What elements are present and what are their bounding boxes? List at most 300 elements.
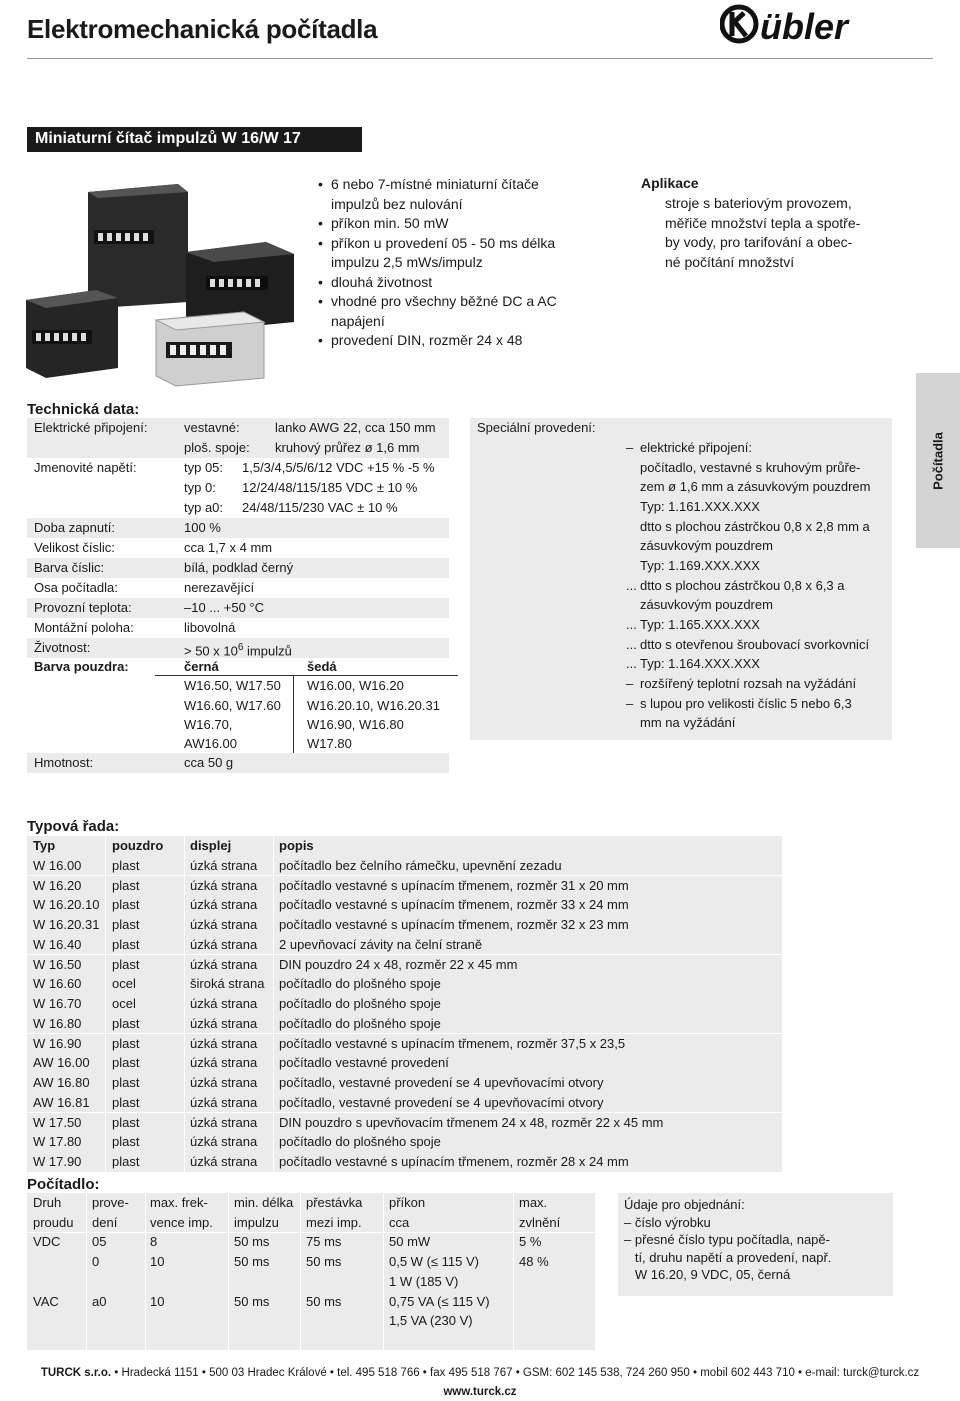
spec-value: 100 % <box>184 520 221 535</box>
series-header-cell: pouzdro <box>112 838 164 853</box>
spec-key: typ a0: <box>184 500 224 515</box>
case-grey-heading: šedá <box>307 659 337 674</box>
column-separator <box>105 974 106 994</box>
column-separator <box>184 935 185 955</box>
series-cell: W 16.50 <box>33 956 82 972</box>
series-cell: W 16.00 <box>33 857 82 873</box>
case-black-item: W16.60, W17.60 <box>184 698 281 713</box>
series-cell: ocel <box>112 976 136 992</box>
series-cell: úzká strana <box>190 1075 258 1090</box>
spec-label: Hmotnost: <box>34 755 94 770</box>
series-cell: plast <box>112 1055 140 1071</box>
series-cell: úzká strana <box>190 1055 258 1071</box>
series-cell: W 17.50 <box>33 1114 82 1130</box>
column-separator <box>273 1014 274 1034</box>
spec-row <box>27 753 449 773</box>
column-separator <box>105 1113 106 1133</box>
column-separator <box>105 1132 106 1152</box>
case-row <box>27 696 449 716</box>
counter-cell: 50 ms <box>306 1293 342 1309</box>
counter-cell: 1 W (185 V) <box>389 1273 459 1289</box>
special-text: Typ: 1.161.XXX.XXX <box>640 499 760 514</box>
spec-key: ploš. spoje: <box>184 440 250 455</box>
spec-key: typ 05: <box>184 460 224 475</box>
spec-label: Provozní teplota: <box>34 600 132 615</box>
column-separator <box>105 836 106 856</box>
series-cell: AW 16.80 <box>33 1075 90 1090</box>
special-lead: ... <box>626 578 637 593</box>
column-separator <box>105 876 106 896</box>
spec-value: cca 50 g <box>184 755 234 770</box>
spec-label: Barva pouzdra: <box>34 659 129 674</box>
column-separator <box>184 876 185 896</box>
life-suffix: impulzů <box>243 643 292 659</box>
series-cell: AW 16.00 <box>33 1055 90 1071</box>
series-row <box>27 1132 782 1152</box>
svg-text:übler: übler <box>760 6 849 46</box>
series-cell: úzká strana <box>190 857 258 873</box>
series-cell: úzká strana <box>190 1035 258 1051</box>
spec-row <box>27 538 449 558</box>
column-separator <box>105 1152 106 1172</box>
series-header-cell: Typ <box>33 838 56 853</box>
applications-line: né počítání množství <box>665 253 795 270</box>
series-cell: široká strana <box>190 976 265 992</box>
series-row <box>27 895 782 915</box>
column-separator <box>228 1193 229 1350</box>
series-row <box>27 1053 782 1073</box>
order-info <box>618 1193 893 1296</box>
special-text: zásuvkovým pouzdrem <box>640 538 773 553</box>
column-separator <box>513 1193 514 1350</box>
feature-item: • provedení DIN, rozměr 24 x 48 <box>315 331 615 351</box>
series-cell: počítadlo, vestavné provedení se 4 upevňovacími otvory <box>279 1075 604 1090</box>
spec-row <box>27 638 449 658</box>
series-cell: plast <box>112 1134 140 1150</box>
counter-header-cell: mezi imp. <box>306 1214 362 1230</box>
applications-line: by vody, pro tarifování a obec- <box>665 234 853 250</box>
column-separator <box>273 1152 274 1172</box>
spec-value: cca 1,7 x 4 mm <box>184 540 273 555</box>
column-separator <box>184 836 185 856</box>
series-cell: počítadlo vestavné s upínacím třmenem, rozměr 37,5 x 23,5 <box>279 1035 626 1051</box>
page-title: Elektromechanická počítadla <box>27 14 378 44</box>
series-cell: W 16.20.10 <box>33 897 100 913</box>
series-cell: plast <box>112 1015 140 1031</box>
feature-item-cont: impulzu 2,5 mWs/impulz <box>331 254 483 270</box>
column-separator <box>184 955 185 975</box>
series-cell: počítadlo, vestavné provedení se 4 upevňovacími otvory <box>279 1094 604 1110</box>
series-row <box>27 955 782 975</box>
series-cell: plast <box>112 956 140 972</box>
series-title: Typová řada: <box>27 818 120 835</box>
spec-row <box>27 438 449 458</box>
series-cell: W 16.90 <box>33 1035 82 1051</box>
technical-data-title: Technická data: <box>27 401 140 418</box>
column-separator <box>273 935 274 955</box>
special-lead: ... <box>626 637 637 652</box>
counter-cell: 50 ms <box>306 1254 342 1270</box>
series-cell: úzká strana <box>190 936 258 952</box>
series-row <box>27 1113 782 1133</box>
order-line: W 16.20, 9 VDC, 05, černá <box>624 1267 791 1282</box>
spec-row <box>27 478 449 498</box>
applications-line: stroje s bateriovým provozem, <box>665 195 852 211</box>
series-cell: W 17.80 <box>33 1134 82 1150</box>
series-cell: počítadlo vestavné s upínacím třmenem, rozměr 31 x 20 mm <box>279 877 629 893</box>
column-separator <box>273 1093 274 1113</box>
column-separator <box>184 1113 185 1133</box>
series-header-cell: popis <box>279 838 314 853</box>
series-cell: počítadlo vestavné s upínacím třmenem, rozměr 33 x 24 mm <box>279 897 629 913</box>
series-cell: W 16.40 <box>33 936 82 952</box>
case-grey-item: W16.20.10, W16.20.31 <box>307 698 440 713</box>
special-lead: – <box>626 696 634 711</box>
spec-value: 24/48/115/230 VAC ± 10 % <box>242 500 398 515</box>
case-black-item: AW16.00 <box>184 736 237 751</box>
spec-value: nerezavějící <box>184 580 255 595</box>
series-cell: W 16.20 <box>33 877 82 893</box>
counter-header-cell: impulzu <box>234 1214 279 1230</box>
spec-label: Doba zapnutí: <box>34 520 115 535</box>
counter-cell: 8 <box>150 1234 158 1250</box>
column-separator <box>273 876 274 896</box>
counter-header-cell: Druh <box>33 1195 62 1210</box>
series-row <box>27 1014 782 1034</box>
feature-item: • 6 nebo 7-místné miniaturní čítače <box>315 175 615 195</box>
column-separator <box>184 1073 185 1093</box>
special-text: rozšířený teplotní rozsah na vyžádání <box>640 676 857 691</box>
spec-label: Jmenovité napětí: <box>34 460 137 475</box>
counter-cell: 50 mW <box>389 1234 431 1250</box>
series-cell: ocel <box>112 996 136 1011</box>
column-separator <box>184 994 185 1014</box>
counter-header-row <box>27 1213 595 1233</box>
series-cell: plast <box>112 877 140 893</box>
spec-label: Montážní poloha: <box>34 620 134 635</box>
column-separator <box>273 1053 274 1073</box>
spec-row <box>27 458 449 478</box>
counter-cell: 50 ms <box>234 1234 270 1250</box>
series-header-row <box>27 836 782 856</box>
series-row <box>27 1152 782 1172</box>
series-row <box>27 935 782 955</box>
case-row <box>27 715 449 735</box>
counter-cell: 0 <box>92 1254 100 1270</box>
header-rule <box>27 58 933 59</box>
counter-cell: 50 ms <box>234 1293 270 1309</box>
special-text: elektrické připojení: <box>640 440 752 455</box>
order-title: Údaje pro objednání: <box>624 1197 745 1212</box>
column-separator <box>184 1152 185 1172</box>
counter-cell: 1,5 VA (230 V) <box>389 1313 473 1329</box>
column-separator <box>105 895 106 915</box>
case-row <box>27 734 449 754</box>
counter-header-cell: max. <box>519 1195 548 1210</box>
footer-contact <box>0 1367 960 1379</box>
series-cell: počítadlo bez čelního rámečku, upevnění zezadu <box>279 857 562 873</box>
spec-row <box>27 418 449 438</box>
case-grey-item: W16.90, W16.80 <box>307 717 404 732</box>
series-cell: AW 16.81 <box>33 1094 90 1110</box>
counter-header-cell: příkon <box>389 1195 426 1210</box>
counter-cell: 48 % <box>519 1254 549 1270</box>
special-body <box>470 438 892 740</box>
applications-text <box>665 194 905 272</box>
case-row <box>27 676 449 696</box>
series-cell: počítadlo do plošného spoje <box>279 1015 441 1031</box>
special-text: Typ: 1.169.XXX.XXX <box>640 558 760 573</box>
series-cell: W 17.90 <box>33 1154 82 1169</box>
column-separator <box>184 915 185 935</box>
feature-item-cont: napájení <box>331 312 385 329</box>
series-cell: 2 upevňovací závity na čelní straně <box>279 936 483 952</box>
series-cell: plast <box>112 1094 140 1110</box>
counter-cell: 5 % <box>519 1234 542 1250</box>
counter-cell: 50 ms <box>234 1254 270 1270</box>
column-separator <box>273 895 274 915</box>
series-cell: úzká strana <box>190 1154 258 1169</box>
column-separator <box>184 1132 185 1152</box>
series-cell: úzká strana <box>190 996 258 1011</box>
feature-item-cont: impulzů bez nulování <box>331 195 463 212</box>
series-cell: W 16.20.31 <box>33 917 100 932</box>
counter-cell: 75 ms <box>306 1234 342 1250</box>
counter-cell: 0,5 W (≤ 115 V) <box>389 1254 479 1270</box>
footer-url[interactable]: www.turck.cz <box>443 1386 517 1398</box>
special-text: mm na vyžádání <box>640 715 736 730</box>
series-cell: plast <box>112 1154 140 1169</box>
spec-row <box>27 498 449 518</box>
series-cell: DIN pouzdro 24 x 48, rozměr 22 x 45 mm <box>279 956 518 972</box>
life-prefix: > 50 x 10 <box>184 643 238 659</box>
column-separator <box>105 1093 106 1113</box>
spec-value: libovolná <box>184 620 236 635</box>
series-row <box>27 1034 782 1054</box>
feature-item: • dlouhá životnost <box>315 273 615 293</box>
counter-row <box>27 1292 595 1312</box>
product-photo <box>26 172 306 392</box>
column-separator <box>105 1053 106 1073</box>
counter-row <box>27 1272 595 1292</box>
order-line: tí, druhu napětí a provedení, např. <box>624 1249 832 1265</box>
column-separator <box>105 915 106 935</box>
series-cell: W 16.60 <box>33 976 82 992</box>
series-cell: počítadlo vestavné provedení <box>279 1055 449 1071</box>
feature-item: • příkon u provedení 05 - 50 ms délka <box>315 234 615 254</box>
special-text: zem ø 1,6 mm a zásuvkovým pouzdrem <box>640 479 871 494</box>
counter-header-cell: vence imp. <box>150 1214 213 1230</box>
column-separator <box>105 935 106 955</box>
counter-header-cell: přestávka <box>306 1195 363 1210</box>
header-separator <box>27 1232 595 1233</box>
spec-label: Osa počítadla: <box>34 580 118 595</box>
series-cell: úzká strana <box>190 1114 258 1130</box>
spec-label: Elektrické připojení: <box>34 420 148 435</box>
special-lead: – <box>626 440 634 455</box>
case-black-item: W16.70, <box>184 717 233 732</box>
column-separator <box>105 1034 106 1054</box>
kubler-logo <box>720 2 892 46</box>
spec-row <box>27 618 449 638</box>
column-separator <box>300 1193 301 1350</box>
series-cell: počítadlo do plošného spoje <box>279 976 441 992</box>
column-separator <box>273 1132 274 1152</box>
series-row <box>27 974 782 994</box>
counter-header-cell: prove- <box>92 1195 129 1210</box>
section-title: Miniaturní čítač impulzů W 16/W 17 <box>27 127 362 152</box>
counter-cell: 05 <box>92 1234 107 1250</box>
series-cell: úzká strana <box>190 1015 258 1031</box>
counter-header-cell: max. frek- <box>150 1195 208 1210</box>
column-separator <box>184 1053 185 1073</box>
applications-line: měřiče množství tepla a spotře- <box>665 214 861 231</box>
column-separator <box>273 1073 274 1093</box>
special-text: Typ: 1.164.XXX.XXX <box>640 656 760 671</box>
counter-cell: VAC <box>33 1293 59 1309</box>
series-cell: W 16.80 <box>33 1015 82 1031</box>
case-black-item: W16.50, W17.50 <box>184 678 281 693</box>
series-cell: plast <box>112 897 140 913</box>
series-cell: plast <box>112 1035 140 1051</box>
spec-key: typ 0: <box>184 480 216 495</box>
column-separator <box>273 994 274 1014</box>
spec-label: Životnost: <box>34 640 91 655</box>
column-separator <box>86 1193 87 1350</box>
series-cell: úzká strana <box>190 1094 258 1110</box>
column-separator <box>184 1034 185 1054</box>
series-cell: počítadlo do plošného spoje <box>279 996 441 1011</box>
series-row <box>27 856 782 876</box>
spec-label: Velikost číslic: <box>34 540 115 555</box>
special-lead: – <box>626 676 634 691</box>
side-tab-label: Počítadla <box>930 431 946 490</box>
series-cell: úzká strana <box>190 956 258 972</box>
column-separator <box>184 974 185 994</box>
life-exp: 6 <box>237 642 244 653</box>
column-separator <box>105 856 106 876</box>
spec-value: 1,5/3/4,5/5/6/12 VDC +15 % -5 % <box>242 460 435 475</box>
counter-cell: 10 <box>150 1254 165 1270</box>
special-text: zásuvkovým pouzdrem <box>640 597 773 612</box>
case-grey-item: W17.80 <box>307 736 352 751</box>
series-row <box>27 1093 782 1113</box>
special-title: Speciální provedení: <box>470 418 892 438</box>
series-cell: W 16.70 <box>33 996 82 1011</box>
order-line: – přesné číslo typu počítadla, napě- <box>624 1232 830 1247</box>
special-text: Typ: 1.165.XXX.XXX <box>640 617 760 632</box>
column-separator <box>105 955 106 975</box>
series-cell: plast <box>112 936 140 952</box>
counter-row <box>27 1311 595 1331</box>
spec-value: 12/24/48/115/185 VDC ± 10 % <box>242 480 418 495</box>
feature-item: • příkon min. 50 mW <box>315 214 615 234</box>
applications-title: Aplikace <box>641 175 699 191</box>
spec-row <box>27 598 449 618</box>
special-text: s lupou pro velikosti číslic 5 nebo 6,3 <box>640 696 852 711</box>
counter-cell: a0 <box>92 1293 107 1309</box>
series-header-cell: displej <box>190 838 232 853</box>
column-separator <box>184 856 185 876</box>
side-tab <box>916 373 960 548</box>
case-grey-item: W16.00, W16.20 <box>307 678 404 693</box>
column-separator <box>105 1073 106 1093</box>
spec-value: bílá, podklad černý <box>184 560 294 575</box>
spec-row <box>27 518 449 538</box>
spec-value: lanko AWG 22, cca 150 mm <box>275 420 436 435</box>
series-cell: plast <box>112 857 140 873</box>
counter-cell: 0,75 VA (≤ 115 V) <box>389 1293 490 1309</box>
series-row <box>27 915 782 935</box>
column-separator <box>184 1014 185 1034</box>
column-separator <box>273 1034 274 1054</box>
series-cell: úzká strana <box>190 917 258 932</box>
special-text: dtto s plochou zástrčkou 0,8 x 6,3 a <box>640 578 845 593</box>
counter-header-cell: dení <box>92 1214 118 1230</box>
column-separator <box>105 1014 106 1034</box>
spec-row <box>27 578 449 598</box>
counter-cell: VDC <box>33 1234 61 1250</box>
series-cell: počítadlo vestavné s upínacím třmenem, rozměr 32 x 23 mm <box>279 917 629 932</box>
counter-header-cell: proudu <box>33 1214 74 1230</box>
order-line: – číslo výrobku <box>624 1214 711 1230</box>
special-lead: ... <box>626 656 637 671</box>
column-separator <box>273 856 274 876</box>
series-cell: plast <box>112 1114 140 1130</box>
series-cell: úzká strana <box>190 877 258 893</box>
feature-item: • vhodné pro všechny běžné DC a AC <box>315 292 615 312</box>
series-cell: počítadlo do plošného spoje <box>279 1134 441 1150</box>
column-separator <box>273 836 274 856</box>
column-separator <box>145 1193 146 1350</box>
column-separator <box>273 915 274 935</box>
column-separator <box>383 1193 384 1350</box>
series-row <box>27 1073 782 1093</box>
spec-row <box>27 657 449 677</box>
column-separator <box>184 895 185 915</box>
column-separator <box>184 1093 185 1113</box>
special-text: dtto s plochou zástrčkou 0,8 x 2,8 mm a <box>640 519 870 534</box>
counter-cell: 10 <box>150 1293 165 1309</box>
counter-header-row <box>27 1193 595 1213</box>
counter-row <box>27 1232 595 1252</box>
column-separator <box>273 974 274 994</box>
special-text: dtto s otevřenou šroubovací svorkovnicí <box>640 637 870 652</box>
spec-value: –10 ... +50 °C <box>184 600 264 615</box>
series-cell: počítadlo vestavné s upínacím třmenem, rozměr 28 x 24 mm <box>279 1154 629 1169</box>
special-text: počítadlo, vestavné s kruhovým průře- <box>640 460 861 475</box>
series-cell: DIN pouzdro s upevňovacím třmenem 24 x 48, rozměr 22 x 45 mm <box>279 1114 664 1130</box>
series-row <box>27 876 782 896</box>
case-black-heading: černá <box>184 659 219 674</box>
counter-header-cell: zvlnění <box>519 1214 561 1230</box>
series-cell: plast <box>112 917 140 932</box>
special-lead: ... <box>626 617 637 632</box>
footer-company: TURCK s.r.o. <box>40 1367 112 1379</box>
column-separator <box>105 994 106 1014</box>
series-cell: plast <box>112 1075 140 1090</box>
feature-list <box>315 175 615 351</box>
counter-header-cell: cca <box>389 1214 410 1230</box>
series-cell: úzká strana <box>190 1134 258 1150</box>
series-row <box>27 994 782 1014</box>
column-separator <box>273 1113 274 1133</box>
series-cell: úzká strana <box>190 897 258 913</box>
spec-key: vestavné: <box>184 420 240 435</box>
counter-title: Počítadlo: <box>27 1176 100 1193</box>
spec-value: kruhový průřez ø 1,6 mm <box>275 440 420 455</box>
counter-header-cell: min. délka <box>234 1195 294 1210</box>
